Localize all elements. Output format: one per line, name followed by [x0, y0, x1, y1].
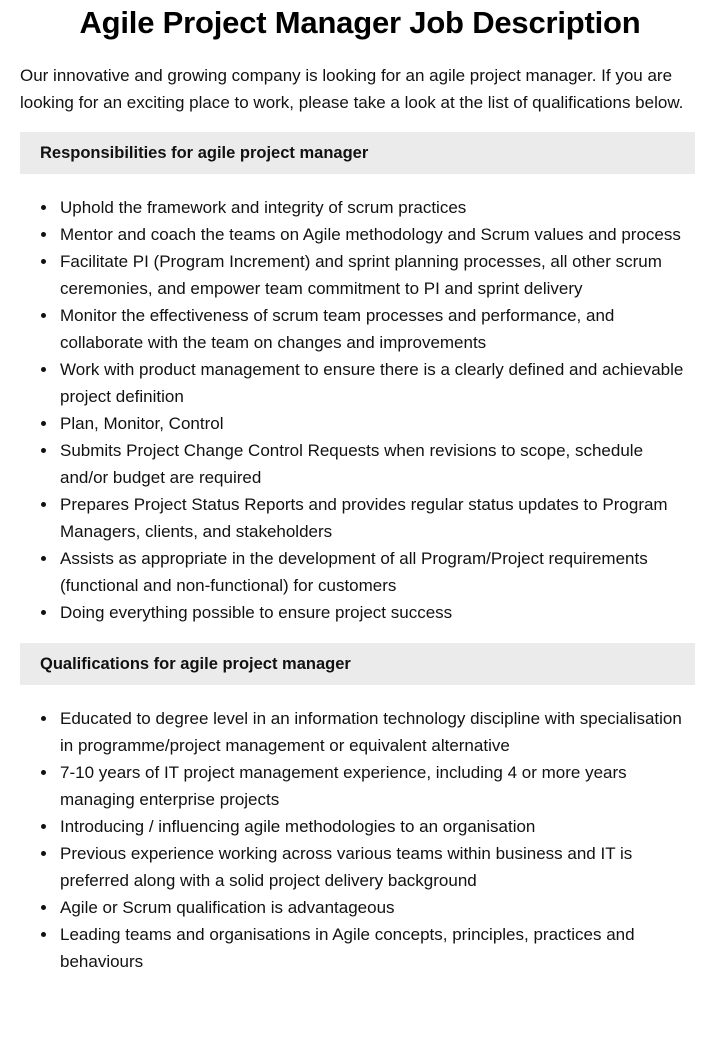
- list-item: Doing everything possible to ensure project success: [60, 599, 690, 626]
- bullet-icon: [41, 232, 46, 237]
- bullet-icon: [41, 770, 46, 775]
- qualifications-section: [0, 643, 720, 975]
- bullet-icon: [41, 421, 46, 426]
- list-item: Facilitate PI (Program Increment) and sprint planning processes, all other scrum ceremonies, and empower team commitment to PI and sprint delivery: [60, 248, 690, 302]
- responsibilities-section: [0, 132, 720, 626]
- bullet-icon: [41, 851, 46, 856]
- bullet-icon: [41, 610, 46, 615]
- bullet-icon: [41, 716, 46, 721]
- list-item: Uphold the framework and integrity of scrum practices: [60, 194, 690, 221]
- page-title: Agile Project Manager Job Description: [79, 5, 641, 40]
- responsibilities-list: [20, 194, 690, 626]
- list-item: Introducing / influencing agile methodologies to an organisation: [60, 813, 690, 840]
- list-item: Prepares Project Status Reports and provides regular status updates to Program Managers, clients, and stakeholders: [60, 491, 690, 545]
- list-item: Monitor the effectiveness of scrum team processes and performance, and collaborate with the team on changes and improvements: [60, 302, 690, 356]
- bullet-icon: [41, 448, 46, 453]
- bullet-icon: [41, 367, 46, 372]
- list-item: Leading teams and organisations in Agile concepts, principles, practices and behaviours: [60, 921, 690, 975]
- bullet-icon: [41, 502, 46, 507]
- bullet-icon: [41, 205, 46, 210]
- intro-paragraph: Our innovative and growing company is looking for an agile project manager. If you are looking for an exciting place to work, please take a look at the list of qualifications below.: [20, 66, 684, 112]
- qualifications-list: [20, 705, 690, 975]
- bullet-icon: [41, 905, 46, 910]
- list-item: Mentor and coach the teams on Agile methodology and Scrum values and process: [60, 221, 690, 248]
- responsibilities-heading: Responsibilities for agile project manager: [20, 132, 695, 174]
- list-item: Assists as appropriate in the development of all Program/Project requirements (functional and non-functional) for customers: [60, 545, 690, 599]
- list-item: Educated to degree level in an information technology discipline with specialisation in programme/project management or equivalent alternative: [60, 705, 690, 759]
- qualifications-heading: Qualifications for agile project manager: [20, 643, 695, 685]
- list-item: Work with product management to ensure there is a clearly defined and achievable project definition: [60, 356, 690, 410]
- list-item: Previous experience working across various teams within business and IT is preferred along with a solid project delivery background: [60, 840, 690, 894]
- bullet-icon: [41, 313, 46, 318]
- list-item: 7-10 years of IT project management experience, including 4 or more years managing enterprise projects: [60, 759, 690, 813]
- bullet-icon: [41, 259, 46, 264]
- list-item: Agile or Scrum qualification is advantageous: [60, 894, 690, 921]
- bullet-icon: [41, 824, 46, 829]
- bullet-icon: [41, 556, 46, 561]
- list-item: Plan, Monitor, Control: [60, 410, 690, 437]
- bullet-icon: [41, 932, 46, 937]
- list-item: Submits Project Change Control Requests when revisions to scope, schedule and/or budget are required: [60, 437, 690, 491]
